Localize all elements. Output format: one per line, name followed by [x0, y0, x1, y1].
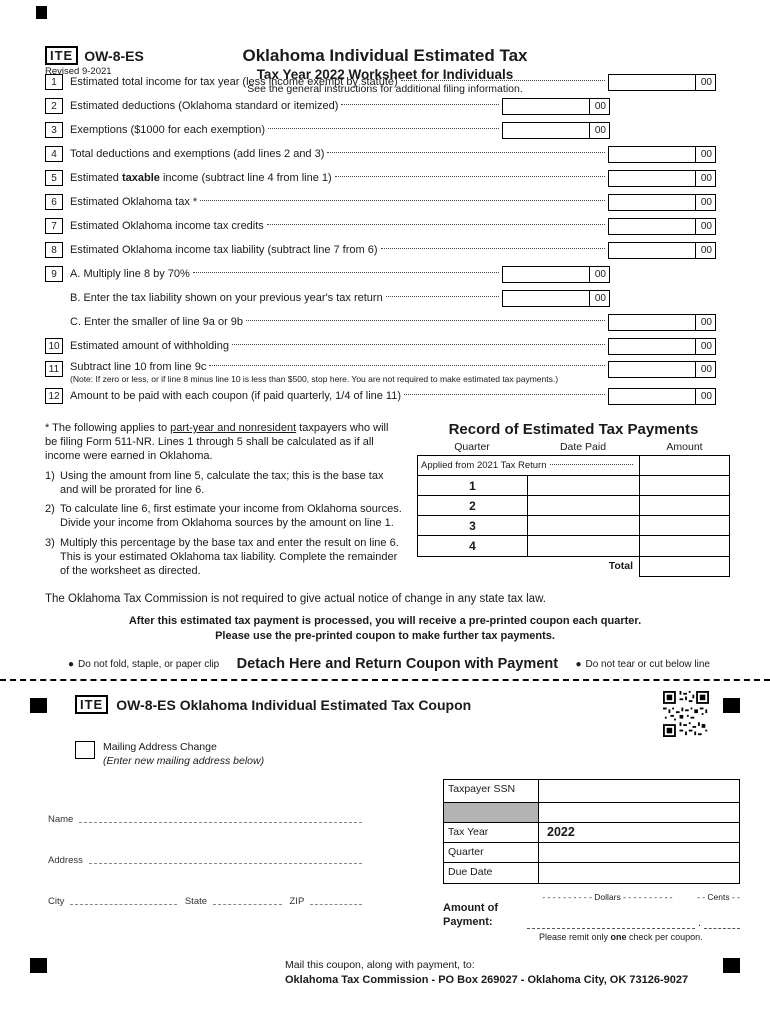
quarter-number: 3 [418, 516, 528, 535]
worksheet-line-12 [45, 384, 716, 408]
bullet-icon: ● [68, 658, 75, 670]
city-label: City [48, 895, 65, 907]
quarter-row-1 [418, 476, 729, 496]
registration-mark [723, 958, 740, 973]
date-paid-cell[interactable] [528, 496, 640, 515]
line-label: Estimated Oklahoma income tax credits [70, 220, 264, 232]
col-header-date-paid: Date Paid [559, 441, 607, 453]
dollars-header: - - - - - - - - - - Dollars - - - - - - - - - - [542, 891, 673, 902]
no-fold-note: ● Do not fold, staple, or paper clip [68, 658, 220, 670]
mail-line-1: Mail this coupon, along with payment, to: [285, 959, 475, 972]
worksheet-line-9a [45, 262, 716, 286]
state-input-line[interactable] [213, 895, 281, 905]
quarter-number: 2 [418, 496, 528, 515]
due-date-input-cell[interactable] [539, 863, 739, 883]
worksheet-line-9b [45, 286, 716, 310]
amount-box-line-9b[interactable] [502, 290, 610, 307]
cents-preprint: 00 [589, 267, 609, 282]
amount-cell[interactable] [640, 536, 729, 556]
note-item-2: 2) To calculate line 6, first estimate your income from Oklahoma sources. Divide your income from Oklahoma sources by the amount on line 1. [45, 503, 402, 530]
amount-box-line-6[interactable] [608, 194, 716, 211]
ite-logo: ITE [75, 695, 108, 714]
total-amount-cell[interactable] [639, 557, 730, 577]
line-label: Estimated taxable income (subtract line 4 from line 1) [70, 172, 332, 184]
amount-cell[interactable] [640, 496, 729, 515]
registration-mark [30, 958, 47, 973]
amount-box-line-7[interactable] [608, 218, 716, 235]
name-field [48, 813, 370, 825]
payment-cents-line[interactable] [704, 917, 740, 929]
worksheet-line-8 [45, 238, 716, 262]
form-number: OW-8-ES [84, 47, 144, 64]
cents-preprint: 00 [695, 362, 715, 377]
dotted-leader [268, 128, 499, 129]
line-label: Estimated Oklahoma income tax liability (subtract line 7 from 6) [70, 244, 378, 256]
quarter-label: Quarter [444, 843, 539, 862]
col-header-amount: Amount [666, 441, 703, 453]
address-fields [30, 779, 370, 943]
quarter-number: 1 [418, 476, 528, 495]
line-label: Estimated amount of withholding [70, 340, 229, 352]
ssn-input-cell[interactable] [539, 780, 739, 802]
note-item-1: 1) Using the amount from line 5, calculate the tax; this is the base tax and will be prorated for line 6. [45, 470, 384, 497]
mailing-address-change [75, 741, 740, 768]
line-number: 2 [45, 98, 63, 114]
zip-input-line[interactable] [310, 895, 362, 905]
name-input-line[interactable] [79, 813, 362, 823]
dotted-leader [404, 394, 605, 395]
coupon-header [30, 691, 740, 737]
worksheet-line-2 [45, 94, 716, 118]
tax-year-value: 2022 [547, 824, 575, 839]
applied-amount-cell[interactable] [640, 456, 729, 475]
dotted-leader [550, 464, 633, 465]
bullet-icon: ● [575, 658, 582, 670]
total-label: Total [608, 560, 633, 572]
line-number: 4 [45, 146, 63, 162]
payment-dollars-line[interactable] [527, 917, 695, 929]
remit-note: Please remit only one check per coupon. [539, 932, 703, 943]
cents-preprint: 00 [589, 99, 609, 114]
dotted-leader [386, 296, 499, 297]
ite-logo: ITE [45, 46, 78, 65]
line-number: 11 [45, 361, 63, 377]
date-paid-cell[interactable] [528, 476, 640, 495]
quarter-row [444, 843, 739, 863]
tax-year-label: Tax Year [444, 823, 539, 842]
decimal-separator: . [697, 917, 701, 930]
cents-preprint: 00 [695, 339, 715, 354]
amount-box-line-11[interactable] [608, 361, 716, 378]
amount-box-line-2[interactable] [502, 98, 610, 115]
preprinted-coupon-notice: After this estimated tax payment is processed, you will receive a pre-printed coupon each quarter. Please use the pre-printed coupon to make further tax payments. [128, 614, 642, 642]
worksheet-line-5 [45, 166, 716, 190]
amount-box-line-5[interactable] [608, 170, 716, 187]
date-paid-cell[interactable] [528, 516, 640, 535]
detach-instructions [68, 656, 710, 672]
address-field [48, 854, 370, 866]
coupon-info-table [443, 779, 740, 884]
form-title: Oklahoma Individual Estimated Tax [242, 46, 528, 65]
line-label: Exemptions ($1000 for each exemption) [70, 124, 266, 136]
dotted-leader [232, 344, 605, 345]
amount-cell[interactable] [640, 476, 729, 495]
detach-title: Detach Here and Return Coupon with Payment [236, 656, 559, 673]
dotted-leader [381, 248, 605, 249]
address-input-line[interactable] [89, 854, 362, 864]
amount-of-payment-label: Amount of Payment: [443, 901, 498, 928]
dotted-leader [209, 365, 605, 366]
line-number: 9 [45, 266, 63, 282]
ssn-row [444, 780, 739, 803]
coupon-footer [30, 958, 740, 989]
mail-line-2: Oklahoma Tax Commission - PO Box 269027 - Oklahoma City, OK 73126-9027 [285, 974, 689, 987]
quarter-input-cell[interactable] [539, 843, 739, 862]
payment-coupon [0, 681, 770, 989]
form-subtitle: Tax Year 2022 Worksheet for Individuals [256, 67, 514, 82]
due-date-row [444, 863, 739, 883]
line-11-note: (Note: If zero or less, or if line 8 minus line 10 is less than $500, stop here. You are not required to make estimated tax payments.) [70, 374, 559, 384]
cents-preprint: 00 [695, 147, 715, 162]
cents-preprint: 00 [695, 219, 715, 234]
line-number [45, 290, 63, 306]
line-number: 1 [45, 74, 63, 90]
line-number [45, 314, 63, 330]
line-number: 3 [45, 122, 63, 138]
tax-year-row [444, 823, 739, 843]
worksheet-line-6 [45, 190, 716, 214]
amount-box-line-12[interactable] [608, 388, 716, 405]
amount-box-line-1[interactable] [608, 74, 716, 91]
dotted-leader [246, 320, 605, 321]
line-number: 12 [45, 388, 63, 404]
worksheet-line-7 [45, 214, 716, 238]
record-title: Record of Estimated Tax Payments [448, 421, 699, 438]
line-label: Estimated Oklahoma tax * [70, 196, 198, 208]
cents-preprint: 00 [695, 315, 715, 330]
cents-preprint: 00 [695, 195, 715, 210]
mailing-change-checkbox[interactable] [75, 741, 95, 759]
dotted-leader [267, 224, 605, 225]
total-row [417, 557, 730, 577]
quarter-row-3 [418, 516, 729, 536]
line-label: Amount to be paid with each coupon (if paid quarterly, 1/4 of line 11) [70, 390, 402, 402]
line-label: C. Enter the smaller of line 9a or 9b [70, 316, 244, 328]
date-paid-cell[interactable] [528, 536, 640, 556]
mailing-instructions [285, 958, 688, 989]
worksheet-line-4 [45, 142, 716, 166]
general-instructions-note: See the general instructions for additional filing information. [247, 83, 523, 95]
line-number: 8 [45, 242, 63, 258]
note-item-3: 3) Multiply this percentage by the base tax and enter the result on line 6. This is your estimated Oklahoma tax liability. Complete the remainder of the worksheet as directed. [45, 536, 399, 577]
state-label: State [184, 895, 208, 907]
quarter-row-2 [418, 496, 729, 516]
applied-row: Applied from 2021 Tax Return [418, 456, 729, 476]
no-tear-note: ● Do not tear or cut below line [575, 658, 710, 670]
cents-preprint: 00 [589, 123, 609, 138]
dotted-leader [200, 200, 605, 201]
estimated-payments-record [417, 421, 730, 583]
coupon-title: OW-8-ES Oklahoma Individual Estimated Tax Coupon [116, 696, 472, 713]
revised-date: Revised 9-2021 [45, 66, 112, 77]
amount-box-line-3[interactable] [502, 122, 610, 139]
registration-mark [30, 698, 47, 713]
amount-box-line-8[interactable] [608, 242, 716, 259]
dotted-leader [327, 152, 605, 153]
amount-cell[interactable] [640, 516, 729, 535]
worksheet [45, 70, 716, 408]
worksheet-line-3 [45, 118, 716, 142]
mailing-change-sublabel: (Enter new mailing address below) [103, 755, 265, 768]
dotted-leader [341, 104, 499, 105]
worksheet-line-10 [45, 334, 716, 358]
cents-preprint: 00 [589, 291, 609, 306]
city-input-line[interactable] [70, 895, 176, 905]
worksheet-line-11 [45, 358, 716, 384]
qr-code [663, 691, 709, 737]
cents-header: - - Cents - - [697, 891, 740, 902]
amount-box-line-10[interactable] [608, 338, 716, 355]
line-label: B. Enter the tax liability shown on your previous year's tax return [70, 292, 383, 304]
name-label: Name [48, 813, 74, 825]
cents-preprint: 00 [695, 75, 715, 90]
shaded-cell [444, 803, 539, 822]
record-table [417, 455, 730, 557]
registration-mark [723, 698, 740, 713]
line-number: 5 [45, 170, 63, 186]
line-label: Estimated deductions (Oklahoma standard or itemized) [70, 100, 339, 112]
record-headers [417, 441, 730, 453]
line-label: Total deductions and exemptions (add lines 2 and 3) [70, 148, 325, 160]
cents-preprint: 00 [695, 389, 715, 404]
nonresident-notes [45, 421, 403, 583]
line-label: A. Multiply line 8 by 70% [70, 268, 190, 280]
amount-box-line-9a[interactable] [502, 266, 610, 283]
city-state-zip-row [48, 895, 370, 907]
shaded-row-cell[interactable] [539, 803, 739, 822]
line-number: 10 [45, 338, 63, 354]
line-label: Subtract line 10 from line 9c [70, 361, 207, 373]
ssn-label: Taxpayer SSN [444, 780, 539, 802]
amount-of-payment [443, 892, 740, 943]
amount-box-line-4[interactable] [608, 146, 716, 163]
cents-preprint: 00 [695, 171, 715, 186]
dotted-leader [193, 272, 499, 273]
star-note: * The following applies to part-year and nonresident taxpayers who will be filing Form 511-NR. Lines 1 through 5 shall be calculated as if all income were earned in Oklahoma. [45, 422, 389, 463]
zip-label: ZIP [289, 895, 305, 907]
address-label: Address [48, 854, 83, 866]
mailing-change-label: Mailing Address Change [103, 741, 217, 754]
quarter-number: 4 [418, 536, 528, 556]
line-number: 7 [45, 218, 63, 234]
law-notice: The Oklahoma Tax Commission is not required to give actual notice of change in any state tax law. [45, 592, 546, 605]
shaded-row [444, 803, 739, 823]
cents-preprint: 00 [695, 243, 715, 258]
worksheet-line-9c [45, 310, 716, 334]
line-number: 6 [45, 194, 63, 210]
dotted-leader [335, 176, 605, 177]
due-date-label: Due Date [444, 863, 539, 883]
logo-block [45, 46, 144, 77]
line-label: Estimated total income for tax year (less income exempt by statute) [70, 76, 398, 88]
quarter-row-4 [418, 536, 729, 556]
amount-box-line-9c[interactable] [608, 314, 716, 331]
col-header-quarter: Quarter [454, 441, 490, 453]
